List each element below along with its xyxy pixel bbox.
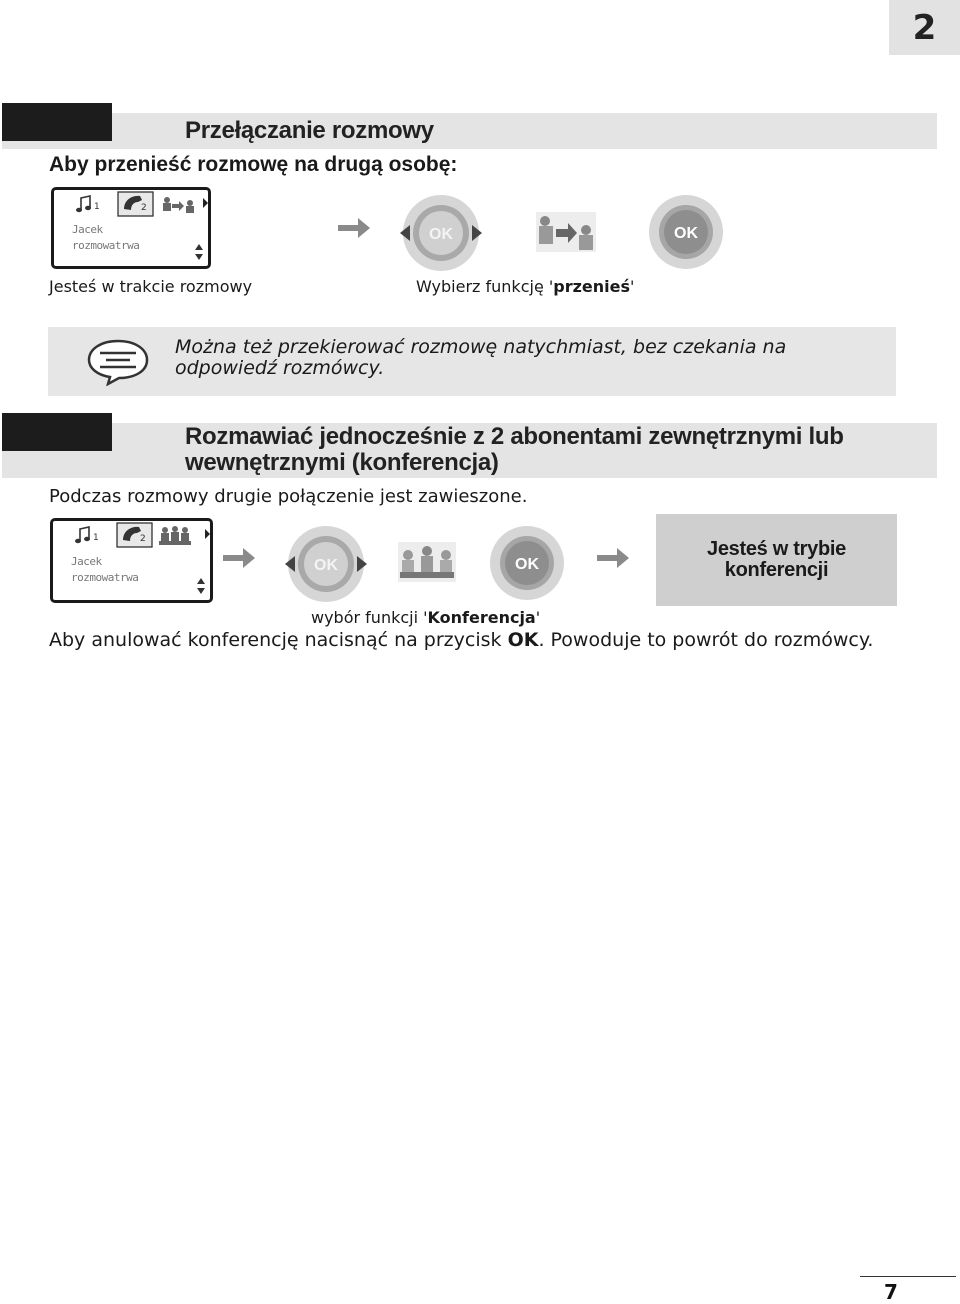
ok-label: OK — [429, 226, 453, 243]
arrow-right-icon — [595, 544, 633, 572]
handset-tab-icon — [117, 523, 152, 547]
chapter-number: 2 — [889, 0, 960, 55]
section-title-line-2: wewnętrznymi (konferencja) — [185, 449, 499, 476]
footer-rule — [860, 1276, 956, 1277]
caller-name: Jacek — [71, 555, 102, 568]
handset-tab-icon — [118, 192, 153, 216]
section-intro: Aby przenieść rozmowę na drugą osobę: — [49, 153, 458, 176]
section-title-line-1: Rozmawiać jednocześnie z 2 abonentami zewnętrznymi lub — [185, 423, 844, 450]
chevron-right-icon — [203, 198, 208, 208]
scroll-arrows-icon — [196, 577, 206, 595]
ok-label: OK — [515, 556, 539, 573]
scroll-arrows-icon — [194, 243, 204, 261]
call-status: rozmowatrwa — [71, 571, 139, 584]
caller-name: Jacek — [72, 223, 103, 236]
phone-display — [51, 187, 211, 269]
navigator-ok-key[interactable] — [283, 525, 369, 603]
line-number-2: 2 — [140, 534, 146, 544]
arrow-right-icon — [221, 544, 259, 572]
section-header-band — [2, 113, 937, 149]
caption-select-conference: wybór funkcji 'Konferencja' — [311, 608, 541, 627]
result-line-2: konferencji — [724, 559, 829, 581]
caption-select-transfer: Wybierz funkcję 'przenieś' — [416, 277, 635, 296]
call-status: rozmowatrwa — [72, 239, 140, 252]
transfer-icon — [163, 197, 194, 213]
section-marker — [2, 103, 112, 141]
conference-function-icon — [398, 542, 456, 582]
line-number-2: 2 — [141, 203, 147, 213]
display-status-icons — [54, 190, 208, 218]
music-note-icon — [75, 527, 90, 543]
section-marker — [2, 413, 112, 451]
music-note-icon — [76, 196, 91, 212]
ok-key[interactable] — [489, 525, 565, 601]
speech-bubble-icon — [86, 338, 150, 386]
caption-in-call: Jesteś w trakcie rozmowy — [49, 277, 253, 296]
line-number-1: 1 — [93, 533, 99, 543]
page-number: 7 — [884, 1280, 898, 1304]
section-intro: Podczas rozmowy drugie połączenie jest zawieszone. — [49, 486, 528, 507]
transfer-function-icon — [536, 212, 596, 252]
chevron-right-icon — [205, 529, 210, 539]
result-line-1: Jesteś w trybie — [707, 538, 846, 560]
result-box — [656, 514, 897, 606]
navigator-ok-key[interactable] — [398, 194, 484, 272]
arrow-right-icon — [336, 214, 374, 242]
ok-label: OK — [674, 225, 698, 242]
phone-display — [50, 518, 213, 603]
ok-label: OK — [314, 557, 338, 574]
cancel-instruction: Aby anulować konferencję nacisnąć na przycisk OK. Powoduje to powrót do rozmówcy. — [49, 629, 874, 651]
ok-key[interactable] — [648, 194, 724, 270]
line-number-1: 1 — [94, 202, 100, 212]
note-text: Można też przekierować rozmowę natychmiast, bez czekania na odpowiedź rozmówcy. — [175, 336, 787, 379]
display-status-icons — [53, 521, 210, 549]
conference-icon — [159, 526, 191, 545]
section-title: Przełączanie rozmowy — [185, 117, 434, 144]
